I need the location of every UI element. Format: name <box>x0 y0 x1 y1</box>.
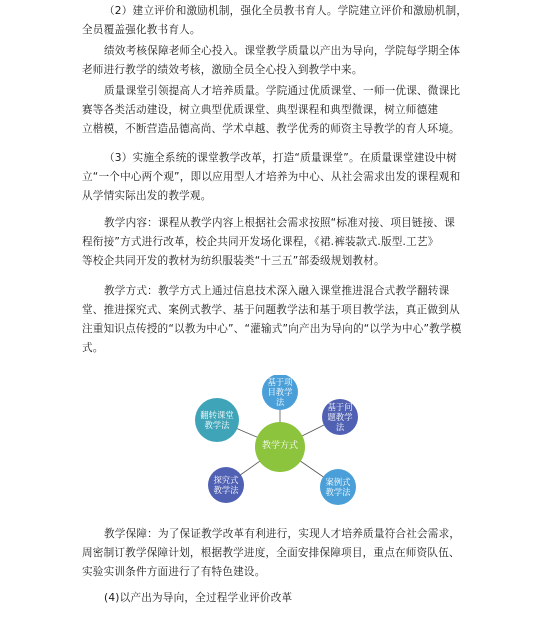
text-line: 赛等各类活动建设，树立典型优质课堂、典型课程和典型微课，树立师德建 <box>82 104 439 116</box>
text-line: 式。 <box>82 342 104 354</box>
text-line: 程衔接”方式进行改革，校企共同开发场化课程，《裙.裤装款式.版型.工艺》 <box>82 236 439 248</box>
method-node-label <box>193 410 241 430</box>
method-node-label <box>256 377 304 407</box>
text-line: (4)以产出为导向，全过程学业评价改革 <box>104 592 293 604</box>
method-node-label-line: 法 <box>335 422 345 432</box>
method-node-label-line: 法 <box>275 397 285 407</box>
text-line: （2）建立评价和激励机制，强化全员教书育人。学院建立评价和激励机制， <box>104 5 468 17</box>
text-line: 绩效考核保障老师全心投入。课堂教学质量以产出为导向，学院每学期全体 <box>104 45 461 57</box>
text-line: 从学情实际出发的教学观。 <box>82 190 212 202</box>
text-line: 全员覆盖强化教书育人。 <box>82 24 201 36</box>
text-line: 等校企共同开发的教材为纺织服装类“十三五”部委级规划教材。 <box>82 255 385 267</box>
paragraph-classroom-reform <box>82 149 490 206</box>
paragraph-teaching-guarantee <box>82 525 490 582</box>
method-node-label-line: 目教学 <box>267 387 293 397</box>
text-line: 堂、推进探究式、案例式教学、基于问题教学法和基于项目教学法，真正做到从 <box>82 304 460 316</box>
method-node-label-line: 基于项 <box>267 377 293 387</box>
text-line: （3）实施全系统的课堂教学改革，打造“质量课堂”。在质量课堂建设中树 <box>104 152 457 164</box>
teaching-methods-diagram <box>180 375 380 515</box>
method-node-label <box>202 475 250 495</box>
method-node-label-line: 教学法 <box>325 487 351 497</box>
method-node-label <box>316 402 364 432</box>
method-node-label-line: 教学法 <box>204 420 230 430</box>
method-node-label-line: 案例式 <box>325 477 351 487</box>
text-line: 周密制订教学保障计划，根据教学进度，全面安排保障项目，重点在师资队伍、 <box>82 547 460 559</box>
method-node-label-line: 探究式 <box>213 475 239 485</box>
paragraph-teaching-content <box>82 214 490 271</box>
method-node-label-line: 翻转课堂 <box>200 410 234 420</box>
text-line: 老师进行教学的绩效考核，激励全员全心投入到教学中来。 <box>82 64 363 76</box>
text-line: 注重知识点传授的“以教为中心”、“灌输式”向产出为导向的“以学为中心”教学模 <box>82 323 462 335</box>
text-line: 质量课堂引领提高人才培养质量。学院通过优质课堂、一师一优课、微课比 <box>104 85 461 97</box>
text-line: 立楷模，不断营造品德高尚、学术卓越、教学优秀的师资主导教学的育人环境。 <box>82 123 460 135</box>
text-line: 教学内容：课程从教学内容上根据社会需求按照“标准对接、项目链接、课 <box>104 217 456 229</box>
text-line: 教学方式：教学方式上通过信息技术深入融入课堂推进混合式教学翻转课 <box>104 285 450 297</box>
paragraph-performance-assessment <box>82 42 490 80</box>
text-line: 立“一个中心两个观”，即以应用型人才培养为中心、从社会需求出发的课程观和 <box>82 171 461 183</box>
method-node-label <box>314 477 362 497</box>
text-line: 实验实训条件方面进行了有特色建设。 <box>82 566 266 578</box>
method-node-label-line: 基于问 <box>327 402 353 412</box>
paragraph-teaching-method <box>82 282 490 358</box>
method-node-label-line: 教学法 <box>213 485 239 495</box>
center-node-label: 教学方式 <box>261 441 298 451</box>
paragraph-output-evaluation <box>82 589 490 608</box>
method-node-label-line: 题教学 <box>327 412 353 422</box>
paragraph-evaluation-incentive <box>82 2 490 40</box>
text-line: 教学保障：为了保证教学改革有利进行，实现人才培养质量符合社会需求， <box>104 528 461 540</box>
paragraph-quality-classroom <box>82 82 490 139</box>
